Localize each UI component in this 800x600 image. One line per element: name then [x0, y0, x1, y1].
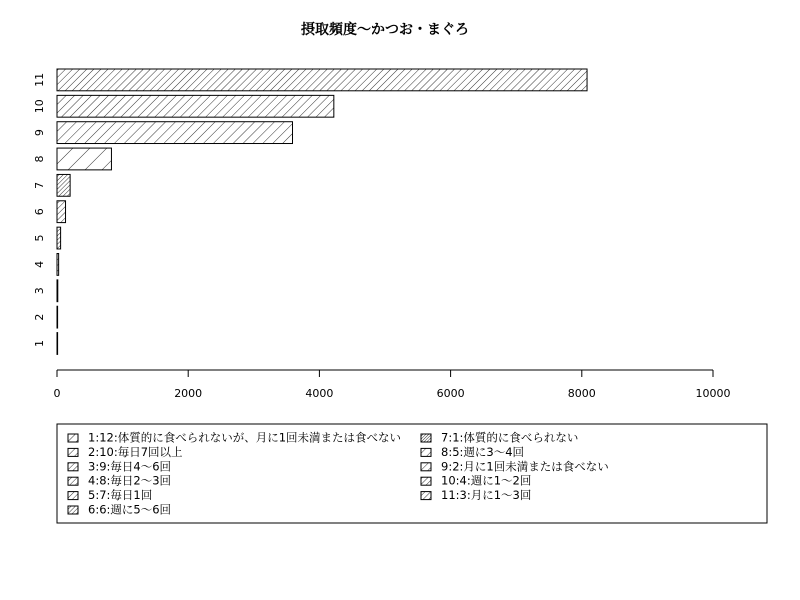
legend-swatch [421, 463, 431, 471]
chart-title: 摂取頻度～かつお・まぐろ [301, 22, 469, 38]
bar-7 [57, 174, 70, 196]
y-tick-label: 10 [33, 99, 46, 114]
y-tick-label: 9 [33, 129, 46, 137]
legend-swatch [68, 492, 78, 500]
legend-entry-label: 5:7:毎日1回 [88, 488, 153, 503]
legend-entry-label: 4:8:毎日2～3回 [88, 473, 172, 488]
y-tick-label: 6 [33, 208, 46, 216]
legend-swatch [421, 448, 431, 456]
legend-entry-label: 9:2:月に1回未満または食べない [441, 459, 609, 474]
legend-swatch [68, 506, 78, 514]
legend-swatch [68, 463, 78, 471]
legend-swatch [421, 434, 431, 442]
legend-entry-label: 8:5:週に3～4回 [441, 444, 525, 459]
y-tick-label: 7 [33, 181, 46, 189]
bar-8 [57, 148, 111, 170]
y-tick-label: 11 [33, 72, 46, 87]
bar-4 [57, 254, 59, 276]
y-axis [33, 73, 46, 347]
legend [57, 424, 767, 523]
legend-entry-label: 10:4:週に1～2回 [441, 473, 532, 488]
y-tick-label: 4 [33, 260, 46, 268]
x-tick-label: 6000 [436, 387, 465, 400]
x-axis [54, 370, 731, 400]
y-tick-label: 1 [33, 340, 46, 347]
bar-1 [57, 333, 58, 355]
legend-entry-label: 2:10:毎日7回以上 [88, 444, 183, 459]
legend-swatch [68, 477, 78, 485]
bar-5 [57, 227, 61, 249]
x-tick-label: 2000 [174, 387, 203, 400]
legend-swatch [421, 492, 431, 500]
x-tick-label: 4000 [305, 387, 334, 400]
legend-entry-label: 7:1:体質的に食べられない [441, 430, 579, 445]
x-tick-label: 10000 [695, 387, 731, 400]
bar-3 [57, 280, 58, 302]
x-tick-label: 0 [53, 387, 61, 400]
legend-entry-label: 6:6:週に5～6回 [88, 502, 172, 517]
y-tick-label: 3 [33, 287, 46, 295]
bar-10 [57, 95, 334, 117]
bar-11 [57, 69, 587, 91]
bar-2 [57, 306, 58, 328]
legend-entry-label: 3:9:毎日4～6回 [88, 459, 172, 474]
x-tick-label: 8000 [567, 387, 596, 400]
y-tick-label: 2 [33, 313, 46, 321]
legend-swatch [68, 448, 78, 456]
legend-swatch [421, 477, 431, 485]
legend-swatch [68, 434, 78, 442]
legend-entry-label: 1:12:体質的に食べられないが、月に1回未満または食べない [88, 430, 402, 445]
bars [57, 69, 587, 354]
bar-9 [57, 122, 293, 144]
y-tick-label: 5 [33, 234, 46, 242]
y-tick-label: 8 [33, 155, 46, 163]
legend-entry-label: 11:3:月に1～3回 [441, 488, 532, 503]
bar-6 [57, 201, 66, 223]
